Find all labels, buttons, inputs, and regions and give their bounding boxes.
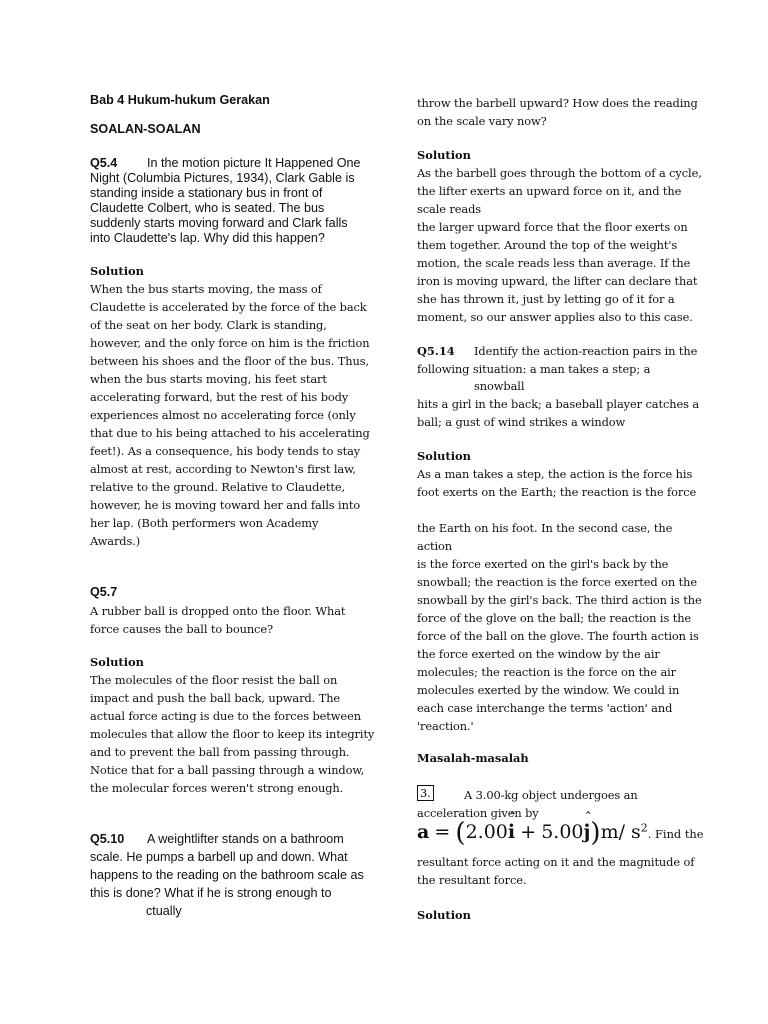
solution-text-line: When the bus starts moving, the mass of <box>90 282 322 296</box>
solution-text-line: the force exerted on the window by the air <box>417 647 660 661</box>
solution-text-line: when the bus starts moving, his feet start <box>90 372 327 386</box>
question-text-line: suddenly starts moving forward and Clark falls <box>90 216 348 230</box>
chapter-title: Bab 4 Hukum-hukum Gerakan <box>90 93 270 107</box>
problem-text-line: the resultant force. <box>417 873 527 887</box>
solution-text-line: each case interchange the terms 'action' and <box>417 701 673 715</box>
solution-text-line: and to prevent the ball from passing through. <box>90 745 350 759</box>
question-text-line: following situation: a man takes a step; a <box>417 362 651 376</box>
question-text-line: ball; a gust of wind strikes a window <box>417 415 626 429</box>
question-text-line: snowball <box>474 379 525 393</box>
solution-text-line: Notice that for a ball passing through a window, <box>90 763 365 777</box>
solution-text-line: however, and the only force on him is the friction <box>90 336 370 350</box>
solution-text-line: Awards.) <box>90 534 141 548</box>
question-text-line: happens to the reading on the bathroom scale as <box>90 868 364 882</box>
section-heading: Masalah-masalah <box>417 751 529 765</box>
question-label: Q5.14 <box>417 344 455 358</box>
problem-text-line: acceleration given by <box>417 806 539 820</box>
question-text-line: A weightlifter stands on a bathroom <box>147 832 344 846</box>
question-text-line: throw the barbell upward? How does the reading <box>417 96 698 110</box>
solution-text-line: is the force exerted on the girl's back by the <box>417 557 669 571</box>
eq-plus: + <box>520 821 537 843</box>
solution-text-line: action <box>417 539 452 553</box>
question-text-line: Night (Columbia Pictures, 1934), Clark Gable is <box>90 171 355 185</box>
solution-text-line: the larger upward force that the floor exerts on <box>417 220 688 234</box>
solution-text-line: As the barbell goes through the bottom of a cycle, <box>417 166 702 180</box>
solution-text-line: the lifter exerts an upward force on it, and the <box>417 184 682 198</box>
solution-text-line: iron is moving upward, the lifter can declare that <box>417 274 698 288</box>
question-label: Q5.4 <box>90 156 118 170</box>
problem-number-box: 3. <box>417 785 434 801</box>
eq-close-paren: ) <box>590 818 601 848</box>
solution-text-line: 'reaction.' <box>417 719 474 733</box>
question-label: Q5.7 <box>90 585 118 599</box>
solution-text-line: impact and push the ball back, upward. The <box>90 691 341 705</box>
solution-text-line: moment, so our answer applies also to this case. <box>417 310 693 324</box>
solution-text-line: feet!). As a consequence, his body tends to stay <box>90 444 361 458</box>
question-text-line: Claudette Colbert, who is seated. The bus <box>90 201 325 215</box>
question-text-line: force causes the ball to bounce? <box>90 622 273 636</box>
solution-text-line: that due to his being attached to his accelerating <box>90 426 370 440</box>
solution-text-line: the molecular forces weren't strong enough. <box>90 781 344 795</box>
solution-text-line: The molecules of the floor resist the ball on <box>90 673 338 687</box>
solution-text-line: the Earth on his foot. In the second case, the <box>417 521 673 535</box>
solution-text-line: force of the ball on the glove. The fourth action is <box>417 629 699 643</box>
question-text-line: ctually <box>146 904 182 918</box>
question-text-line: In the motion picture It Happened One <box>147 156 361 170</box>
eq-vector-a: a <box>417 821 430 843</box>
problem-text-line: resultant force acting on it and the magnitude of <box>417 855 695 869</box>
question-text-line: standing inside a stationary bus in front of <box>90 186 323 200</box>
solution-text-line: molecules that allow the floor to keep its integrity <box>90 727 375 741</box>
solution-heading: Solution <box>417 148 471 162</box>
eq-unit: m/ s <box>600 821 641 843</box>
solution-text-line: molecules; the reaction is the force on the air <box>417 665 677 679</box>
solution-text-line: force of the glove on the ball; the reaction is the <box>417 611 692 625</box>
eq-tail-text: . Find the <box>647 827 704 841</box>
question-text-line: scale. He pumps a barbell up and down. What <box>90 850 348 864</box>
question-label: Q5.10 <box>90 832 125 846</box>
solution-text-line: scale reads <box>417 202 482 216</box>
solution-text-line: she has thrown it, just by letting go of it for a <box>417 292 675 306</box>
solution-heading: Solution <box>90 655 144 669</box>
eq-exponent: 2 <box>640 821 648 835</box>
solution-heading: Solution <box>417 908 471 922</box>
eq-equals: = <box>434 821 451 843</box>
question-text-line: Identify the action-reaction pairs in the <box>474 344 698 358</box>
solution-text-line: almost at rest, according to Newton's first law, <box>90 462 356 476</box>
eq-coefficient-i: 2.00 <box>465 821 508 843</box>
problem-text-line: A 3.00-kg object undergoes an <box>464 788 638 802</box>
solution-text-line: relative to the ground. Relative to Claudette, <box>90 480 346 494</box>
solution-text-line: Claudette is accelerated by the force of the back <box>90 300 367 314</box>
solution-heading: Solution <box>417 449 471 463</box>
solution-text-line: molecules exerted by the window. We could in <box>417 683 680 697</box>
solution-text-line: actual force acting is due to the forces between <box>90 709 361 723</box>
problem-number <box>417 786 434 800</box>
solution-text-line: As a man takes a step, the action is the force his <box>417 467 693 481</box>
solution-text-line: her lap. (Both performers won Academy <box>90 516 319 530</box>
acceleration-equation <box>417 818 703 848</box>
solution-text-line: snowball; the reaction is the force exerted on the <box>417 575 697 589</box>
eq-unit-vector-j: ˆ j <box>584 821 591 843</box>
eq-open-paren: ( <box>455 818 466 848</box>
question-text-line: A rubber ball is dropped onto the floor. What <box>90 604 346 618</box>
solution-text-line: them together. Around the top of the weight's <box>417 238 678 252</box>
solution-text-line: of the seat on her body. Clark is standing, <box>90 318 327 332</box>
eq-unit-vector-i: ˆ i <box>508 821 515 843</box>
solution-text-line: accelerating forward, but the rest of his body <box>90 390 349 404</box>
solution-text-line: snowball by the girl's back. The third action is the <box>417 593 702 607</box>
question-text-line: hits a girl in the back; a baseball player catches a <box>417 397 700 411</box>
solution-text-line: motion, the scale reads less than average. If the <box>417 256 691 270</box>
question-text-line: on the scale vary now? <box>417 114 547 128</box>
solution-text-line: however, he is moving toward her and falls into <box>90 498 361 512</box>
section-title: SOALAN-SOALAN <box>90 122 201 136</box>
question-text-line: this is done? What if he is strong enough to <box>90 886 332 900</box>
solution-text-line: foot exerts on the Earth; the reaction is the force <box>417 485 697 499</box>
question-text-line: into Claudette's lap. Why did this happen? <box>90 231 325 245</box>
eq-coefficient-j: 5.00 <box>541 821 584 843</box>
solution-text-line: between his shoes and the floor of the bus. Thus, <box>90 354 369 368</box>
solution-text-line: experiences almost no accelerating force (only <box>90 408 356 422</box>
solution-heading: Solution <box>90 264 144 278</box>
